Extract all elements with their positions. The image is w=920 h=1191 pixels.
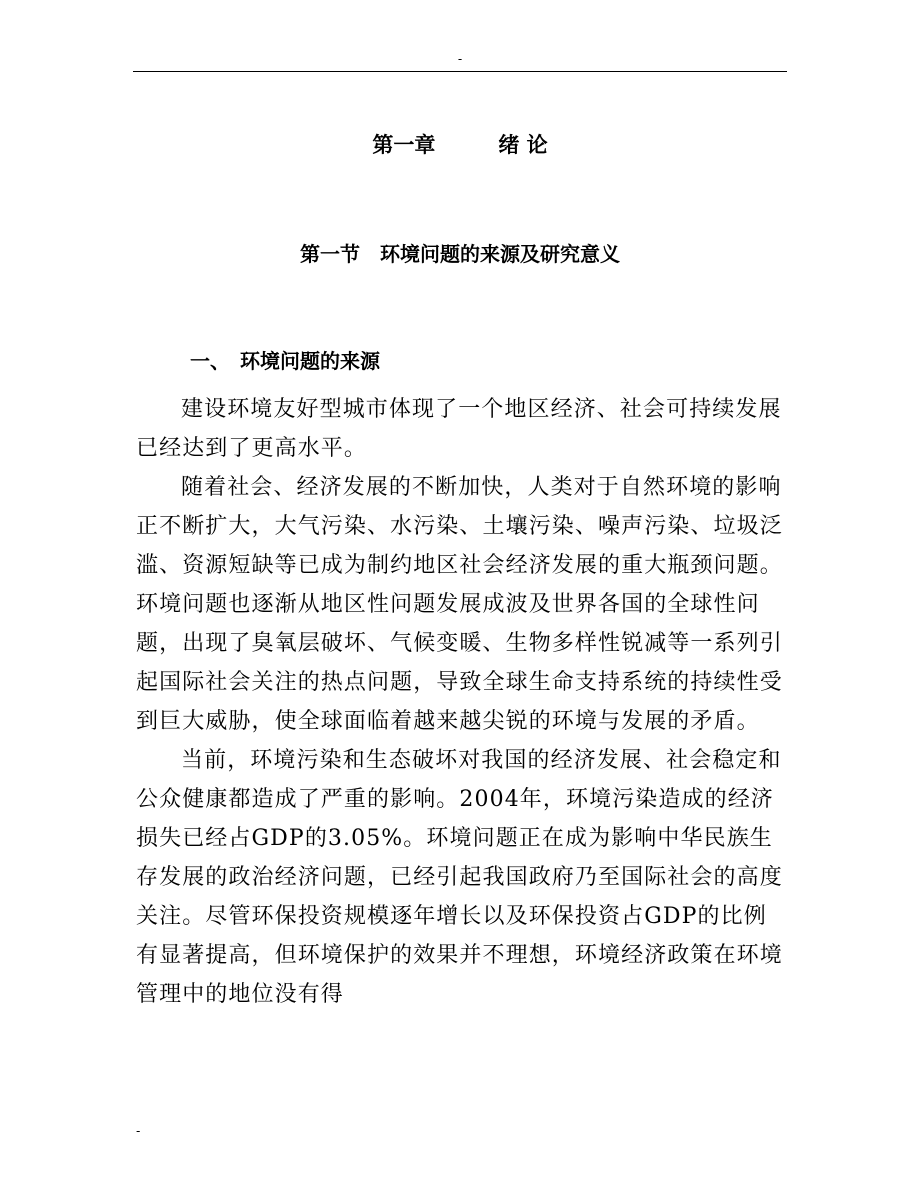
footer-mark: -	[136, 1124, 141, 1138]
paragraph: 当前，环境污染和生态破坏对我国的经济发展、社会稳定和公众健康都造成了严重的影响。2004年，环境污染造成的经济损失已经占GDP的3.05%。环境问题正在成为影响中华民族生存发展的政治经济问题，已经引起我国政府乃至国际社会的高度关注。尽管环保投资规模逐年增长以及环保投资占GDP的比例有显著提高，但环境保护的效果并不理想，环境经济政策在环境管理中的地位没有得	[136, 748, 783, 1007]
paragraph: 随着社会、经济发展的不断加快，人类对于自然环境的影响正不断扩大，大气污染、水污染、土壤污染、噪声污染、垃圾泛滥、资源短缺等已成为制约地区社会经济发展的重大瓶颈问题。环境问题也逐渐从地区性问题发展成波及世界各国的全球性问题，出现了臭氧层破坏、气候变暖、生物多样性锐减等一系列引起国际社会关注的热点问题，导致全球生命支持系统的持续性受到巨大威胁，使全球面临着越来越尖锐的环境与发展的矛盾。	[136, 475, 783, 734]
header-mark: -	[457, 52, 463, 66]
section-title: 第一节 环境问题的来源及研究意义	[300, 242, 620, 266]
paragraph: 建设环境友好型城市体现了一个地区经济、社会可持续发展已经达到了更高水平。	[136, 397, 782, 461]
header-rule	[133, 71, 787, 72]
subsection-title: 一、 环境问题的来源	[190, 349, 380, 373]
body-text	[136, 390, 786, 1014]
chapter-title: 第一章 绪 论	[372, 133, 548, 157]
